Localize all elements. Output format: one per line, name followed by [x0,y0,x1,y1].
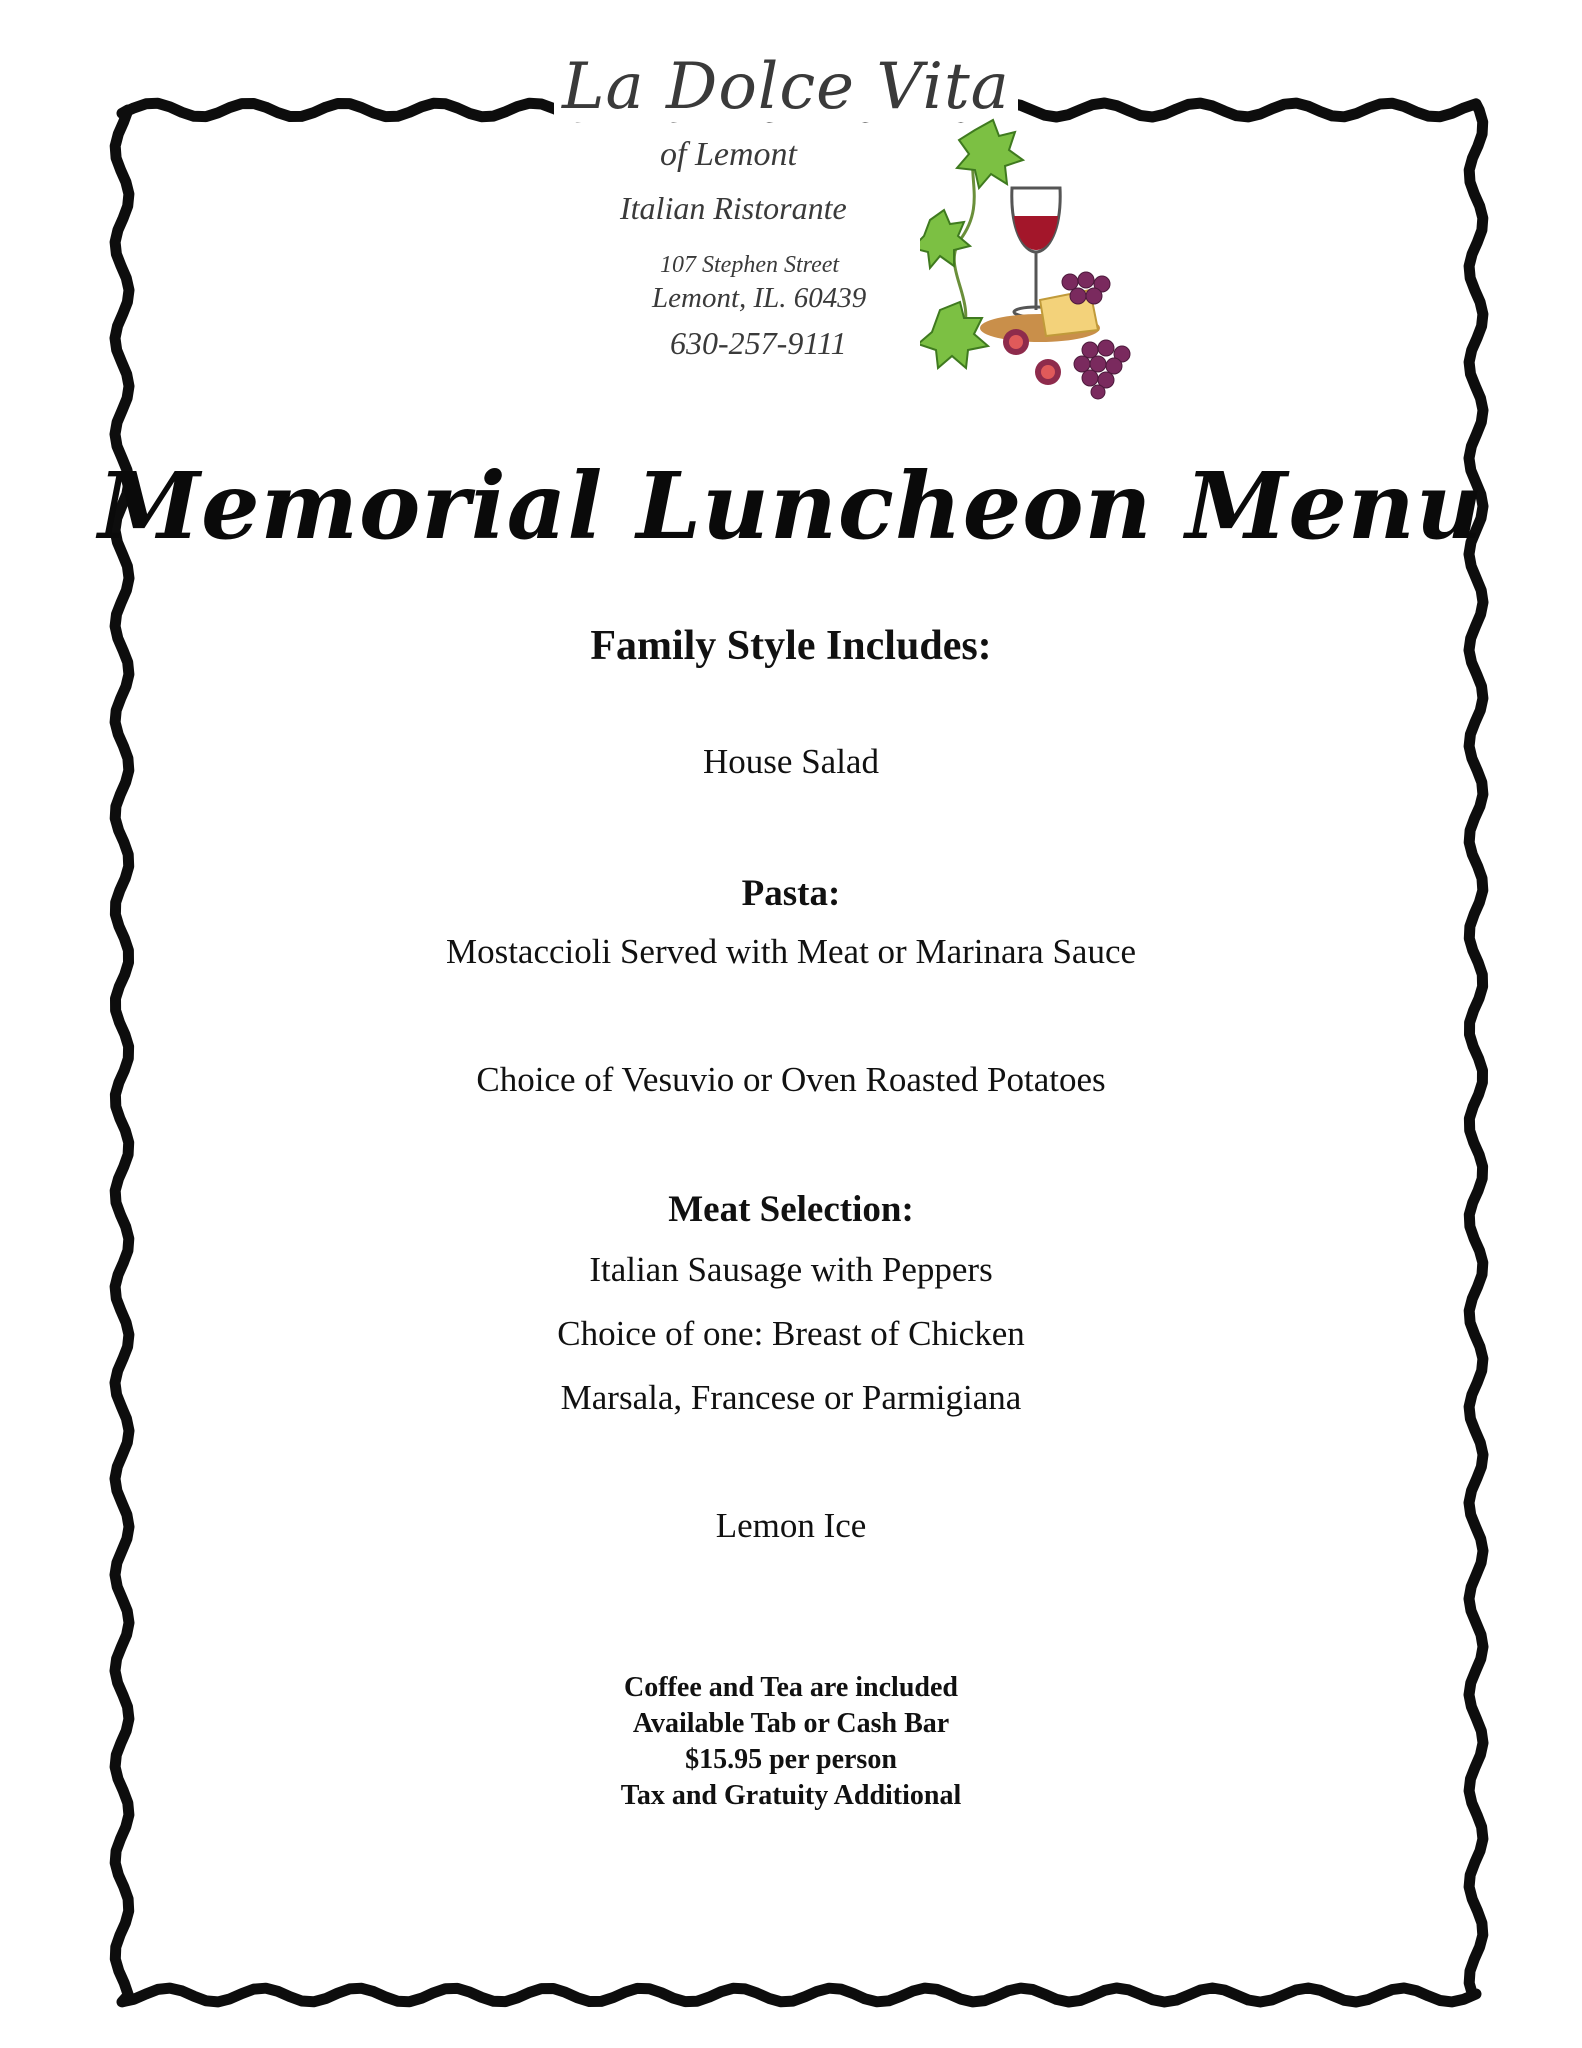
menu-title: Memorial Luncheon Menu [98,452,1484,560]
logo-name: La Dolce Vita [554,52,1018,122]
menu-item-potatoes: Choice of Vesuvio or Oven Roasted Potatoes [476,1060,1106,1099]
logo-address-line2: Lemont, IL. 60439 [652,282,867,314]
menu-item-meat: Italian Sausage with Peppers [589,1250,993,1289]
footer-line: Available Tab or Cash Bar [632,1708,950,1739]
menu-item-pasta: Mostaccioli Served with Meat or Marinara Sauce [445,932,1137,971]
menu-item-meat: Choice of one: Breast of Chicken [557,1314,1025,1353]
family-style-heading: Family Style Includes: [590,623,992,669]
menu-item-dessert: Lemon Ice [715,1506,867,1545]
wine-grapes-illustration [920,110,1140,400]
logo-tagline: Italian Ristorante [620,190,847,226]
restaurant-logo [540,40,1160,400]
footer-line: Coffee and Tea are included [624,1672,958,1703]
pasta-heading: Pasta: [741,873,841,914]
logo-phone: 630-257-9111 [670,325,847,361]
footer-line: Tax and Gratuity Additional [620,1780,962,1811]
logo-address-line1: 107 Stephen Street [660,252,840,278]
menu-item-salad: House Salad [703,742,879,781]
menu-item-meat: Marsala, Francese or Parmigiana [560,1378,1022,1417]
meat-selection-heading: Meat Selection: [668,1189,914,1230]
footer-line: $15.95 per person [685,1744,897,1775]
logo-location: of Lemont [660,136,797,173]
